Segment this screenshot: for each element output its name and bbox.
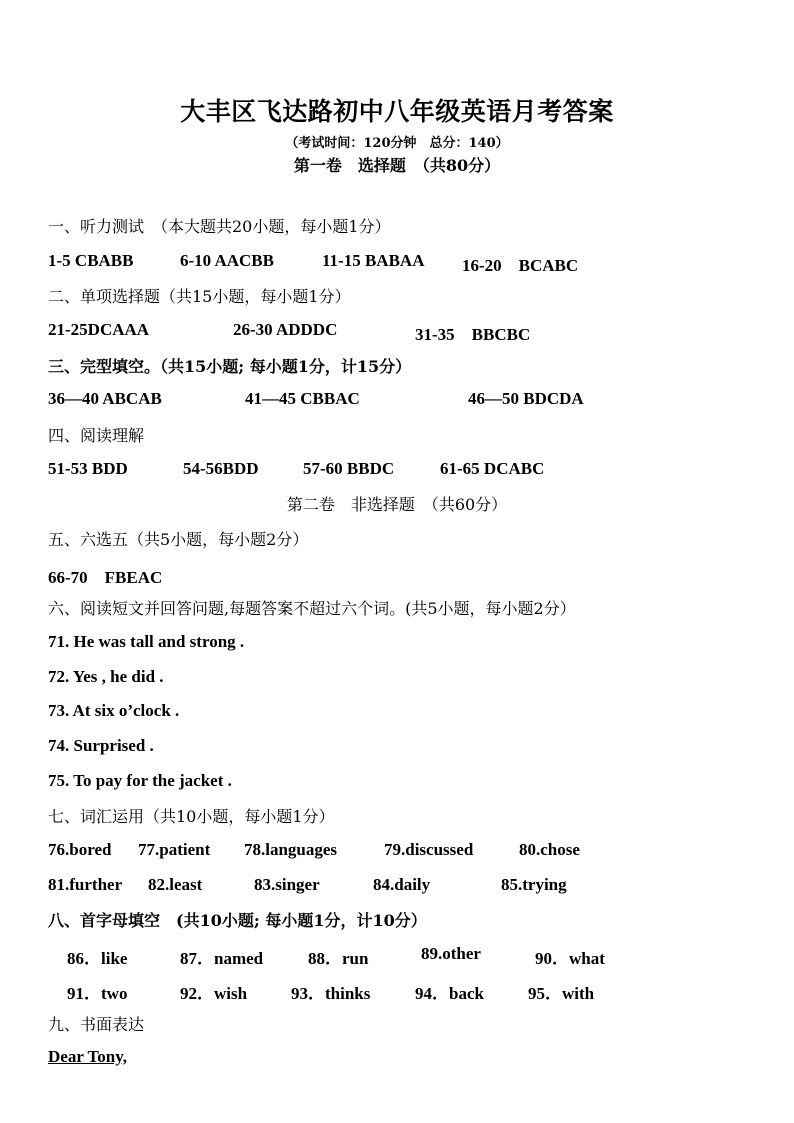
- volume-one-title: 第一卷 选择题 （共80分）: [293, 156, 501, 175]
- section-7-heading: 七、词汇运用（共10小题，每小题1分）: [48, 807, 335, 826]
- answer-word: 90．what: [535, 949, 605, 968]
- answer-group: 41—45 CBBAC: [245, 389, 360, 408]
- section-1-heading: 一、听力测试 （本大题共20小题，每小题1分）: [48, 217, 391, 236]
- answer-word: 76.bored: [48, 840, 112, 859]
- answer-group: 61-65 DCABC: [440, 459, 545, 478]
- answer-group: 51-53 BDD: [48, 459, 128, 478]
- answer-group: 11-15 BABAA: [322, 251, 425, 270]
- volume-two-title: 第二卷 非选择题 （共60分）: [286, 495, 508, 514]
- exam-info: （考试时间：120分钟 总分：140）: [285, 136, 509, 151]
- answer-line: 75. To pay for the jacket .: [48, 771, 232, 790]
- answer-word: 91．two: [67, 984, 128, 1003]
- answer-word: 84.daily: [373, 875, 431, 894]
- answer-group: 1-5 CBABB: [48, 251, 134, 270]
- answer-word: 77.patient: [138, 840, 211, 859]
- section-8-heading: 八、首字母填空 (共10小题; 每小题1分，计10分）: [48, 911, 427, 930]
- answer-group: 26-30 ADDDC: [233, 320, 338, 339]
- answer-word: 83.singer: [254, 875, 320, 894]
- answer-word: 93．thinks: [291, 984, 371, 1003]
- answer-word: 81.further: [48, 875, 123, 894]
- section-6-heading: 六、阅读短文并回答问题,每题答案不超过六个词。(共5小题，每小题2分）: [48, 599, 576, 618]
- section-5-heading: 五、六选五（共5小题，每小题2分）: [48, 530, 309, 549]
- answer-group: 54-56BDD: [183, 459, 259, 478]
- section-9-heading: 九、书面表达: [48, 1015, 145, 1034]
- answer-line: 73. At six o’clock .: [48, 701, 180, 720]
- answer-group: 66-70 FBEAC: [48, 568, 163, 587]
- answer-word: 88．run: [308, 949, 369, 968]
- section-2-heading: 二、单项选择题（共15小题，每小题1分）: [48, 287, 351, 306]
- answer-word: 89.other: [421, 944, 481, 963]
- answer-word: 85.trying: [501, 875, 567, 894]
- answer-group: 21-25DCAAA: [48, 320, 150, 339]
- answer-word: 92．wish: [180, 984, 248, 1003]
- answer-group: 46—50 BDCDA: [468, 389, 584, 408]
- answer-line: 71. He was tall and strong .: [48, 632, 245, 651]
- section-3-heading: 三、完型填空。（共15小题; 每小题1分，计15分）: [48, 357, 412, 376]
- answer-word: 80.chose: [519, 840, 580, 859]
- answer-word: 79.discussed: [384, 840, 474, 859]
- section-4-heading: 四、阅读理解: [48, 426, 145, 445]
- answer-line: 74. Surprised .: [48, 736, 154, 755]
- letter-greeting: Dear Tony,: [48, 1047, 128, 1066]
- answer-line: 72. Yes , he did .: [48, 667, 164, 686]
- answer-group: 31-35 BBCBC: [415, 325, 531, 344]
- answer-group: 36—40 ABCAB: [48, 389, 162, 408]
- answer-word: 78.languages: [244, 840, 338, 859]
- answer-word: 95．with: [528, 984, 595, 1003]
- answer-word: 82.least: [148, 875, 203, 894]
- answer-word: 86．like: [67, 949, 128, 968]
- answer-group: 57-60 BBDC: [303, 459, 395, 478]
- answer-group: 6-10 AACBB: [180, 251, 274, 270]
- answer-group: 16-20 BCABC: [462, 256, 579, 275]
- answer-word: 94．back: [415, 984, 484, 1003]
- answer-word: 87．named: [180, 949, 264, 968]
- page-title: 大丰区飞达路初中八年级英语月考答案: [180, 97, 614, 126]
